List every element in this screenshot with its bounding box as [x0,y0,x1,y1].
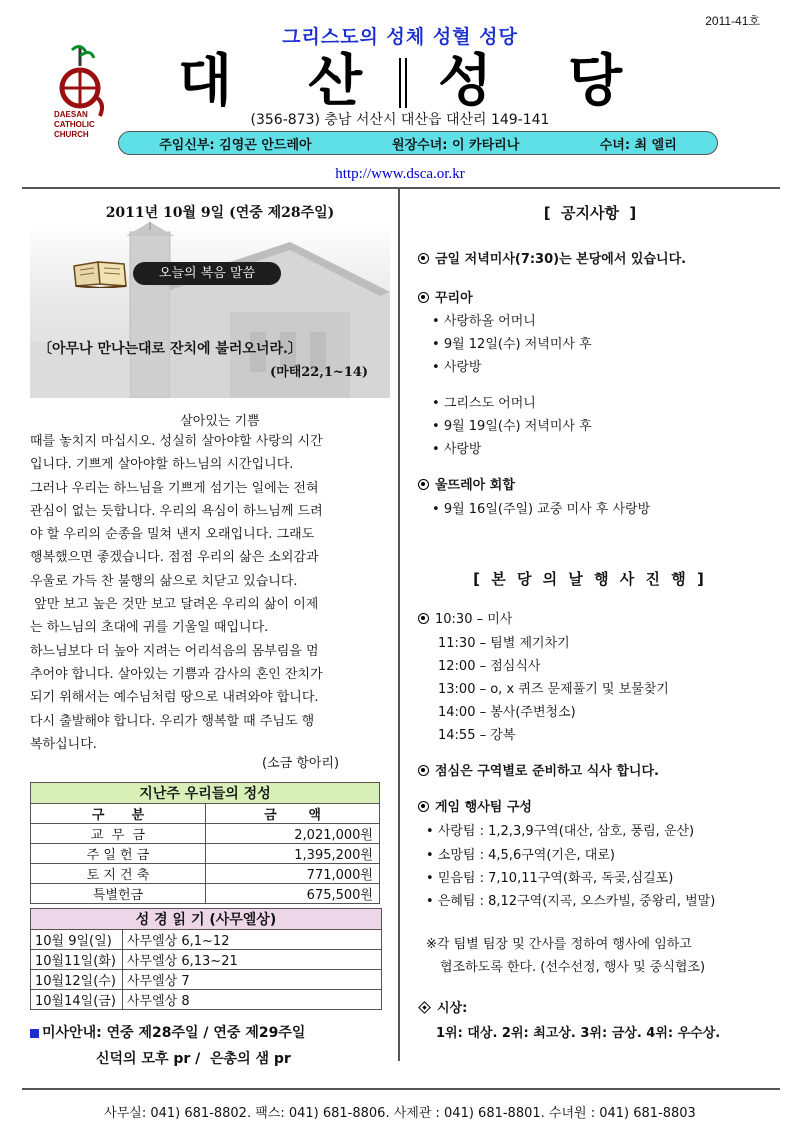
circle-bullet-icon [418,292,429,303]
issue-number: 2011-41호 [705,14,760,28]
schedule-item: 12:00 – 점심식사 [438,659,541,674]
essay-line: 때를 놓치지 마십시오. 성실히 살아야할 사랑의 시간 [30,434,323,449]
church-name-title [140,46,660,114]
list-item: • 9월 12일(수) 저녁미사 후 [432,337,592,352]
essay-line: 야 할 우리의 순종을 밀쳐 낸지 오래입니다. 그래도 [30,527,315,543]
table-row: 10월 9일(일) 사무엘상 6,1~12 [31,930,382,950]
offering-caption: 지난주 우리들의 정성 [31,783,380,804]
award-title: 시상: [420,997,467,1016]
notice-heading: [ 공지사항 ] [543,204,637,222]
essay-line: 그러나 우리는 하느님을 기쁘게 섬기는 일에는 전혀 [30,480,319,496]
list-item: • 소망팀 : 4,5,6구역(기은, 대로) [426,848,615,863]
essay-line: 되기 위해서는 예수님처럼 땅으로 내려와야 합니다. [30,690,319,706]
gospel-badge: 오늘의 복음 말씀 [133,262,281,285]
essay-line: 하느님보다 더 높아 지려는 어리석음의 몸부림을 멈 [30,643,319,659]
bottom-divider [22,1088,780,1090]
essay-line: 우울로 가득 찬 불행의 삶으로 치닫고 있습니다. [30,573,298,589]
parish-day-heading: [ 본 당 의 날 행 사 진 행 ] [473,570,707,588]
title-char: 산 [307,49,363,114]
top-divider [22,187,780,189]
essay-body [30,430,382,756]
game-team-title: 게임 행사팀 구성 [418,796,532,815]
title-char: 대 [177,49,233,114]
circle-bullet-icon [418,479,429,490]
essay-line: 다시 출발해야 합니다. 우리가 행복할 때 주님도 행 [30,713,315,729]
schedule-item: 10:30 – 미사 [418,608,512,627]
team-note: 협조하도록 한다. (선수선정, 행사 및 중식협조) [440,960,706,975]
lunch-note: 점심은 구역별로 준비하고 식사 합니다. [418,760,659,779]
essay-line: 복하십니다. [30,736,97,752]
reading-caption: 성 경 읽 기 (사무엘상) [31,909,382,930]
table-row: 교 무 금 2,021,000원 [31,824,380,844]
notice-evening-mass: 금일 저녁미사(7:30)는 본당에서 있습니다. [418,248,686,267]
team-note: ※각 팀별 팀장 및 간사를 정하여 행사에 임하고 [426,937,692,952]
essay-line: 입니다. 기쁘게 살아야할 하느님의 시간입니다. [30,457,294,473]
essay-line: 추어야 합니다. 살아있는 기쁨과 감사의 혼인 잔치가 [30,666,323,682]
list-item: • 믿음팀 : 7,10,11구역(화곡, 독곶,심길포) [426,871,674,886]
schedule-item: 14:55 – 강복 [438,728,516,743]
church-subtitle: 그리스도의 성체 성혈 성당 [282,26,518,48]
list-item: • 사랑방 [432,360,482,375]
schedule-item: 11:30 – 팀별 제기차기 [438,636,570,651]
staff-bar [118,131,718,155]
list-item: • 사랑방 [432,442,482,457]
essay-title: 살아있는 기쁨 [180,414,260,429]
table-row: 토 지 건 축 771,000원 [31,864,380,884]
square-bullet-icon [30,1029,39,1038]
essay-line: 관심이 없는 듯합니다. 우리의 욕심이 하느님께 드려 [30,503,323,519]
kkuria-title: 꾸리아 [418,287,473,306]
table-row: 10월12일(수) 사무엘상 7 [31,970,382,990]
list-item: • 사랑하올 어머니 [432,314,536,329]
diamond-bullet-icon [418,1001,431,1014]
church-address: (356-873) 충남 서산시 대산읍 대산리 149-141 [250,112,550,128]
circle-bullet-icon [418,765,429,776]
staff-sister: 수녀: 최 엘리 [599,137,677,153]
mass-guide-detail: 신덕의 모후 pr / 은총의 샘 pr [96,1051,291,1067]
staff-superior: 원장수녀: 이 카타리나 [392,137,520,153]
offering-col-category: 구 분 [31,804,206,824]
gospel-reference: (마태22,1~14) [270,365,369,380]
list-item: • 은혜팀 : 8,12구역(지곡, 오스카빌, 중왕리, 벌말) [426,894,716,909]
title-char: 성 [437,49,493,114]
website-link[interactable]: http://www.dsca.or.kr [335,166,465,182]
offering-col-amount: 금 액 [206,804,380,824]
table-row: 10월11일(화) 사무엘상 6,13~21 [31,950,382,970]
bible-book-icon [72,258,128,288]
bible-reading-table [30,908,382,1010]
logo-caption: DAESAN CATHOLIC CHURCH [54,110,95,139]
column-divider [398,189,400,1061]
list-item: • 9월 16일(주일) 교중 미사 후 사랑방 [432,502,651,517]
essay-author: (소금 항아리) [262,756,340,771]
mass-guide-title: 미사안내: 연중 제28주일 / 연중 제29주일 [30,1022,305,1042]
list-item: • 9월 19일(수) 저녁미사 후 [432,419,592,434]
circle-bullet-icon [418,253,429,264]
gospel-quote: 〔아무나 만나는대로 잔치에 불러오너라.〕 [38,341,302,357]
circle-bullet-icon [418,613,429,624]
table-row: 주 일 헌 금 1,395,200원 [31,844,380,864]
schedule-item: 13:00 – o, x 퀴즈 문제풀기 및 보물찾기 [438,682,669,697]
offering-table [30,782,380,904]
list-item: • 사랑팀 : 1,2,3,9구역(대산, 삼호, 풍림, 운산) [426,824,695,839]
contact-footer: 사무실: 041) 681-8802. 팩스: 041) 681-8806. 사제관 : 041) 681-8801. 수녀원 : 041) 681-8803 [104,1106,696,1121]
table-row: 10월14일(금) 사무엘상 8 [31,990,382,1010]
table-row: 특별헌금 675,500원 [31,884,380,904]
list-item: • 그리스도 어머니 [432,396,536,411]
schedule-item: 14:00 – 봉사(주변청소) [438,705,576,720]
award-line: 1위: 대상. 2위: 최고상. 3위: 금상. 4위: 우수상. [436,1026,721,1041]
title-char: 당 [567,49,623,114]
essay-line: 는 하느님의 초대에 귀를 기울일 때입니다. [30,620,269,636]
staff-priest: 주임신부: 김영곤 안드레아 [159,137,312,153]
ulteuria-title: 울뜨레아 회합 [418,474,515,493]
circle-bullet-icon [418,801,429,812]
date-line: 2011년 10월 9일 (연중 제28주일) [105,205,335,221]
essay-line: 행복했으면 좋겠습니다. 점점 우리의 삶은 소외감과 [30,550,319,566]
essay-line: 앞만 보고 높은 것만 보고 달려온 우리의 삶이 이제 [30,597,319,613]
